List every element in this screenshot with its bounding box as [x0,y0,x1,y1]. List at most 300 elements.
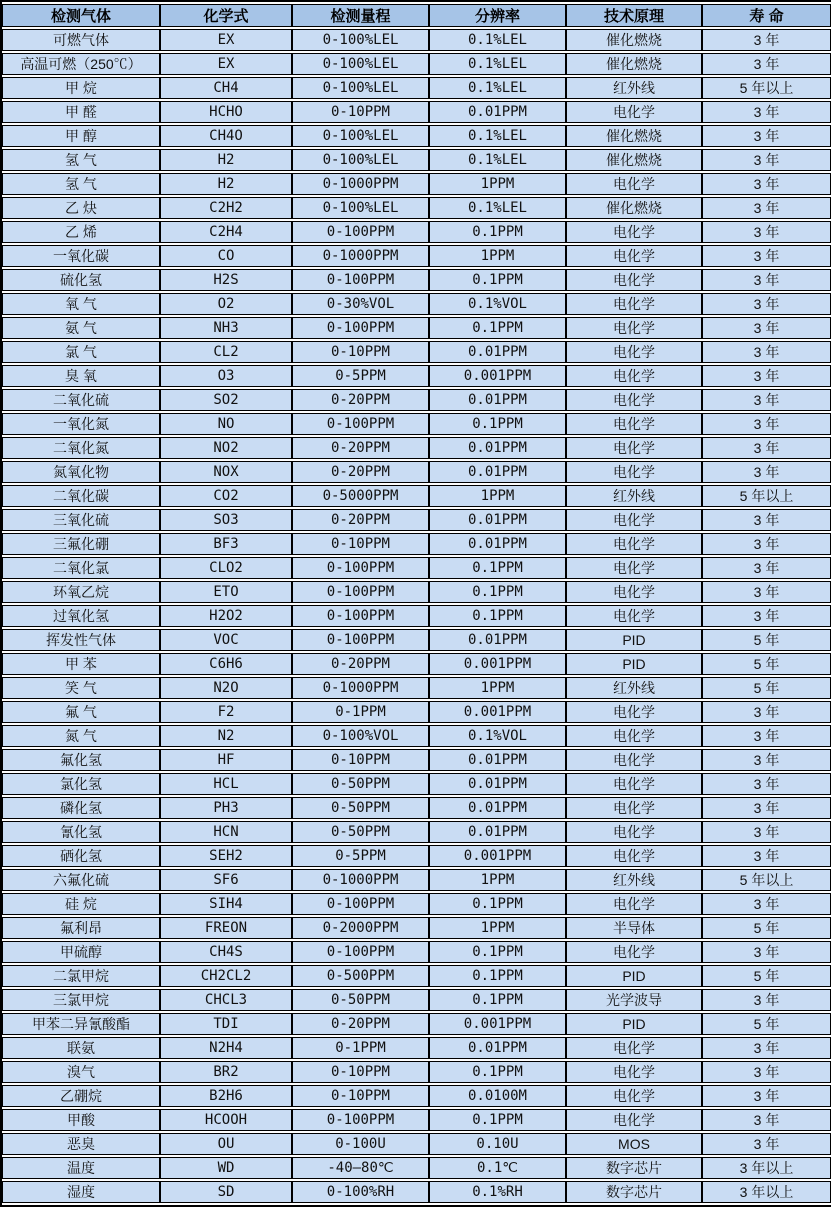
cell-gas: 三氟化硼 [2,533,160,555]
cell-resolution: 0.1%RH [429,1181,566,1203]
cell-range: 0-5PPM [292,845,429,867]
cell-range: 0-100%LEL [292,197,429,219]
table-row [2,869,831,891]
cell-resolution: 0.1℃ [429,1157,566,1179]
cell-resolution: 0.10U [429,1133,566,1155]
cell-resolution: 0.1PPM [429,605,566,627]
table-row [2,653,831,675]
table-row [2,557,831,579]
cell-principle: 催化燃烧 [566,53,702,75]
cell-formula: EX [160,29,292,51]
cell-formula: NO2 [160,437,292,459]
cell-resolution: 0.1PPM [429,989,566,1011]
cell-range: 0-100%RH [292,1181,429,1203]
table-row [2,317,831,339]
cell-lifespan: 3 年 [702,1133,831,1155]
cell-principle: 电化学 [566,533,702,555]
cell-resolution: 0.1%VOL [429,725,566,747]
cell-range: 0-100PPM [292,221,429,243]
cell-gas: 硒化氢 [2,845,160,867]
cell-gas: 甲硫醇 [2,941,160,963]
cell-principle: 红外线 [566,485,702,507]
cell-range: 0-100%LEL [292,77,429,99]
cell-gas: 挥发性气体 [2,629,160,651]
table-row [2,701,831,723]
cell-range: 0-100%LEL [292,149,429,171]
cell-principle: 电化学 [566,1061,702,1083]
cell-formula: SD [160,1181,292,1203]
cell-principle: 红外线 [566,77,702,99]
cell-lifespan: 3 年 [702,749,831,771]
column-header-lifespan: 寿 命 [702,4,831,27]
cell-gas: 氟化氢 [2,749,160,771]
cell-resolution: 0.1PPM [429,965,566,987]
cell-principle: 电化学 [566,701,702,723]
cell-gas: 氨 气 [2,317,160,339]
cell-range: 0-5000PPM [292,485,429,507]
cell-lifespan: 3 年 [702,1085,831,1107]
table-row [2,413,831,435]
cell-range: 0-100PPM [292,629,429,651]
cell-formula: CH4S [160,941,292,963]
cell-principle: 电化学 [566,725,702,747]
cell-lifespan: 3 年 [702,341,831,363]
cell-formula: NOX [160,461,292,483]
cell-lifespan: 5 年 [702,917,831,939]
cell-lifespan: 3 年 [702,533,831,555]
cell-principle: 红外线 [566,869,702,891]
cell-lifespan: 3 年 [702,437,831,459]
cell-formula: CH2CL2 [160,965,292,987]
cell-lifespan: 3 年 [702,221,831,243]
cell-range: 0-100PPM [292,581,429,603]
cell-range: 0-20PPM [292,437,429,459]
cell-range: 0-10PPM [292,533,429,555]
cell-formula: O2 [160,293,292,315]
cell-formula: FREON [160,917,292,939]
cell-principle: 电化学 [566,413,702,435]
table-row [2,1181,831,1203]
cell-range: 0-500PPM [292,965,429,987]
table-row [2,1109,831,1131]
cell-lifespan: 3 年 [702,1109,831,1131]
table-body [2,29,831,1203]
cell-gas: 三氧化硫 [2,509,160,531]
column-header-gas: 检测气体 [2,4,160,27]
cell-gas: 氯化氢 [2,773,160,795]
table-row [2,221,831,243]
cell-resolution: 0.01PPM [429,389,566,411]
cell-principle: 电化学 [566,749,702,771]
cell-gas: 甲 苯 [2,653,160,675]
cell-formula: OU [160,1133,292,1155]
cell-lifespan: 3 年 [702,773,831,795]
cell-formula: CHCL3 [160,989,292,1011]
cell-principle: 电化学 [566,1085,702,1107]
cell-gas: 甲 醇 [2,125,160,147]
cell-formula: H2 [160,173,292,195]
cell-range: 0-100PPM [292,413,429,435]
cell-gas: 二氧化氯 [2,557,160,579]
table-row [2,77,831,99]
cell-principle: 电化学 [566,221,702,243]
cell-formula: CH4O [160,125,292,147]
table-row [2,845,831,867]
cell-range: 0-2000PPM [292,917,429,939]
cell-resolution: 0.1%LEL [429,197,566,219]
cell-range: 0-1PPM [292,1037,429,1059]
cell-lifespan: 3 年 [702,101,831,123]
cell-resolution: 0.01PPM [429,509,566,531]
cell-formula: B2H6 [160,1085,292,1107]
cell-gas: 恶臭 [2,1133,160,1155]
cell-range: 0-100U [292,1133,429,1155]
cell-gas: 氢 气 [2,173,160,195]
cell-resolution: 0.01PPM [429,533,566,555]
cell-gas: 可燃气体 [2,29,160,51]
cell-resolution: 1PPM [429,245,566,267]
cell-resolution: 0.01PPM [429,341,566,363]
cell-gas: 二氯甲烷 [2,965,160,987]
cell-resolution: 0.01PPM [429,461,566,483]
cell-resolution: 0.1PPM [429,581,566,603]
cell-lifespan: 5 年以上 [702,77,831,99]
cell-gas: 三氯甲烷 [2,989,160,1011]
cell-range: 0-20PPM [292,461,429,483]
cell-resolution: 0.1PPM [429,269,566,291]
cell-gas: 六氟化硫 [2,869,160,891]
cell-resolution: 0.01PPM [429,749,566,771]
table-row [2,677,831,699]
cell-lifespan: 5 年以上 [702,869,831,891]
cell-resolution: 0.001PPM [429,701,566,723]
cell-lifespan: 5 年 [702,677,831,699]
cell-gas: 过氧化氢 [2,605,160,627]
cell-range: 0-20PPM [292,653,429,675]
cell-formula: F2 [160,701,292,723]
table-row [2,365,831,387]
table-row [2,1013,831,1035]
cell-principle: 电化学 [566,461,702,483]
cell-formula: SO2 [160,389,292,411]
cell-resolution: 1PPM [429,485,566,507]
table-row [2,101,831,123]
cell-principle: 电化学 [566,269,702,291]
cell-formula: HCOOH [160,1109,292,1131]
cell-formula: N2O [160,677,292,699]
cell-gas: 笑 气 [2,677,160,699]
cell-gas: 甲 烷 [2,77,160,99]
cell-principle: 电化学 [566,821,702,843]
cell-principle: MOS [566,1133,702,1155]
cell-principle: 电化学 [566,245,702,267]
cell-lifespan: 3 年 [702,821,831,843]
cell-formula: EX [160,53,292,75]
cell-formula: SIH4 [160,893,292,915]
table-row [2,509,831,531]
table-row [2,989,831,1011]
cell-formula: H2 [160,149,292,171]
table-row [2,605,831,627]
table-row [2,773,831,795]
cell-lifespan: 3 年以上 [702,1181,831,1203]
cell-range: 0-1PPM [292,701,429,723]
cell-gas: 甲苯二异氰酸酯 [2,1013,160,1035]
cell-range: 0-10PPM [292,341,429,363]
cell-range: 0-100%LEL [292,125,429,147]
cell-gas: 温度 [2,1157,160,1179]
cell-formula: CO [160,245,292,267]
cell-gas: 氮 气 [2,725,160,747]
cell-lifespan: 3 年 [702,941,831,963]
cell-principle: 电化学 [566,773,702,795]
table-row [2,269,831,291]
cell-principle: PID [566,965,702,987]
cell-gas: 氢 气 [2,149,160,171]
cell-resolution: 0.01PPM [429,821,566,843]
cell-formula: H2O2 [160,605,292,627]
cell-gas: 溴气 [2,1061,160,1083]
cell-formula: CLO2 [160,557,292,579]
cell-range: 0-20PPM [292,509,429,531]
cell-formula: O3 [160,365,292,387]
table-row [2,437,831,459]
cell-resolution: 0.1PPM [429,1061,566,1083]
cell-lifespan: 3 年 [702,125,831,147]
cell-gas: 乙 烯 [2,221,160,243]
cell-lifespan: 5 年 [702,629,831,651]
cell-principle: 催化燃烧 [566,149,702,171]
cell-principle: 电化学 [566,581,702,603]
cell-gas: 臭 氧 [2,365,160,387]
cell-principle: PID [566,653,702,675]
cell-principle: 电化学 [566,437,702,459]
cell-formula: ETO [160,581,292,603]
table-row [2,725,831,747]
table-row [2,53,831,75]
cell-formula: SF6 [160,869,292,891]
table-row [2,485,831,507]
cell-formula: TDI [160,1013,292,1035]
cell-principle: 催化燃烧 [566,125,702,147]
cell-principle: 电化学 [566,1109,702,1131]
cell-resolution: 0.001PPM [429,653,566,675]
cell-principle: 电化学 [566,797,702,819]
cell-resolution: 1PPM [429,677,566,699]
cell-resolution: 0.01PPM [429,797,566,819]
cell-principle: 数字芯片 [566,1157,702,1179]
cell-resolution: 0.1PPM [429,893,566,915]
column-header-range: 检测量程 [292,4,429,27]
cell-lifespan: 3 年 [702,893,831,915]
cell-gas: 一氧化碳 [2,245,160,267]
cell-principle: 电化学 [566,341,702,363]
table-row [2,629,831,651]
cell-formula: HCHO [160,101,292,123]
cell-resolution: 1PPM [429,869,566,891]
cell-range: 0-1000PPM [292,245,429,267]
cell-gas: 氰化氢 [2,821,160,843]
cell-principle: 电化学 [566,845,702,867]
cell-gas: 硫化氢 [2,269,160,291]
cell-formula: BR2 [160,1061,292,1083]
cell-resolution: 0.01PPM [429,773,566,795]
cell-principle: 电化学 [566,293,702,315]
cell-gas: 氯 气 [2,341,160,363]
cell-gas: 二氧化氮 [2,437,160,459]
cell-range: 0-1000PPM [292,173,429,195]
table-row [2,581,831,603]
cell-principle: 催化燃烧 [566,29,702,51]
cell-lifespan: 3 年 [702,245,831,267]
cell-resolution: 0.001PPM [429,1013,566,1035]
cell-formula: H2S [160,269,292,291]
cell-lifespan: 3 年 [702,293,831,315]
cell-lifespan: 3 年 [702,701,831,723]
cell-principle: 催化燃烧 [566,197,702,219]
cell-resolution: 1PPM [429,917,566,939]
cell-range: 0-10PPM [292,101,429,123]
table-row [2,125,831,147]
table-row [2,749,831,771]
cell-principle: 电化学 [566,365,702,387]
cell-formula: CL2 [160,341,292,363]
cell-range: 0-10PPM [292,1085,429,1107]
cell-resolution: 0.1PPM [429,557,566,579]
cell-lifespan: 5 年 [702,965,831,987]
cell-lifespan: 3 年 [702,413,831,435]
cell-formula: C6H6 [160,653,292,675]
cell-formula: SO3 [160,509,292,531]
cell-principle: 电化学 [566,941,702,963]
cell-formula: VOC [160,629,292,651]
cell-gas: 氟 气 [2,701,160,723]
cell-principle: 光学波导 [566,989,702,1011]
cell-lifespan: 5 年以上 [702,485,831,507]
cell-formula: N2H4 [160,1037,292,1059]
cell-gas: 高温可燃（250℃） [2,53,160,75]
cell-resolution: 0.01PPM [429,629,566,651]
cell-lifespan: 3 年 [702,581,831,603]
table-row [2,173,831,195]
column-header-formula: 化学式 [160,4,292,27]
cell-lifespan: 3 年 [702,989,831,1011]
cell-formula: NH3 [160,317,292,339]
cell-range: 0-100PPM [292,941,429,963]
cell-resolution: 0.1PPM [429,1109,566,1131]
cell-formula: CH4 [160,77,292,99]
cell-principle: 电化学 [566,389,702,411]
cell-lifespan: 3 年 [702,197,831,219]
table-row [2,29,831,51]
cell-range: 0-50PPM [292,821,429,843]
column-header-principle: 技术原理 [566,4,702,27]
table-row [2,965,831,987]
table-row [2,533,831,555]
cell-gas: 甲酸 [2,1109,160,1131]
cell-formula: NO [160,413,292,435]
cell-principle: 电化学 [566,509,702,531]
cell-resolution: 0.1PPM [429,941,566,963]
cell-lifespan: 3 年 [702,365,831,387]
cell-principle: 电化学 [566,557,702,579]
cell-formula: HCN [160,821,292,843]
cell-gas: 一氧化氮 [2,413,160,435]
cell-gas: 环氧乙烷 [2,581,160,603]
cell-gas: 乙 炔 [2,197,160,219]
cell-principle: PID [566,629,702,651]
cell-formula: HF [160,749,292,771]
table-row [2,797,831,819]
cell-gas: 湿度 [2,1181,160,1203]
header-row [2,4,831,27]
cell-resolution: 0.1%LEL [429,77,566,99]
cell-range: 0-10PPM [292,1061,429,1083]
table-row [2,1061,831,1083]
cell-resolution: 0.1%LEL [429,125,566,147]
cell-resolution: 0.1%LEL [429,29,566,51]
cell-lifespan: 3 年 [702,173,831,195]
cell-gas: 乙硼烷 [2,1085,160,1107]
cell-range: 0-50PPM [292,773,429,795]
cell-lifespan: 3 年 [702,389,831,411]
cell-range: 0-100PPM [292,893,429,915]
cell-range: 0-50PPM [292,989,429,1011]
table-row [2,1157,831,1179]
cell-lifespan: 3 年以上 [702,1157,831,1179]
cell-range: 0-100PPM [292,269,429,291]
cell-lifespan: 3 年 [702,29,831,51]
cell-lifespan: 3 年 [702,605,831,627]
cell-resolution: 1PPM [429,173,566,195]
cell-lifespan: 3 年 [702,1061,831,1083]
cell-range: 0-100%LEL [292,29,429,51]
cell-lifespan: 3 年 [702,149,831,171]
cell-principle: PID [566,1013,702,1035]
cell-range: 0-20PPM [292,1013,429,1035]
table-row [2,149,831,171]
table-row [2,917,831,939]
cell-gas: 硅 烷 [2,893,160,915]
cell-range: 0-100%LEL [292,53,429,75]
cell-gas: 氧 气 [2,293,160,315]
cell-formula: WD [160,1157,292,1179]
cell-range: 0-30%VOL [292,293,429,315]
table-row [2,245,831,267]
column-header-resolution: 分辨率 [429,4,566,27]
cell-principle: 数字芯片 [566,1181,702,1203]
cell-range: 0-100PPM [292,317,429,339]
cell-gas: 二氧化硫 [2,389,160,411]
cell-range: 0-100%VOL [292,725,429,747]
cell-resolution: 0.001PPM [429,845,566,867]
cell-formula: N2 [160,725,292,747]
cell-lifespan: 5 年 [702,1013,831,1035]
cell-range: 0-50PPM [292,797,429,819]
cell-lifespan: 3 年 [702,509,831,531]
cell-lifespan: 3 年 [702,1037,831,1059]
cell-formula: PH3 [160,797,292,819]
cell-resolution: 0.01PPM [429,437,566,459]
table-row [2,893,831,915]
cell-formula: HCL [160,773,292,795]
cell-range: 0-100PPM [292,1109,429,1131]
table-row [2,293,831,315]
cell-principle: 电化学 [566,605,702,627]
cell-lifespan: 3 年 [702,845,831,867]
cell-resolution: 0.0100M [429,1085,566,1107]
cell-gas: 二氧化碳 [2,485,160,507]
